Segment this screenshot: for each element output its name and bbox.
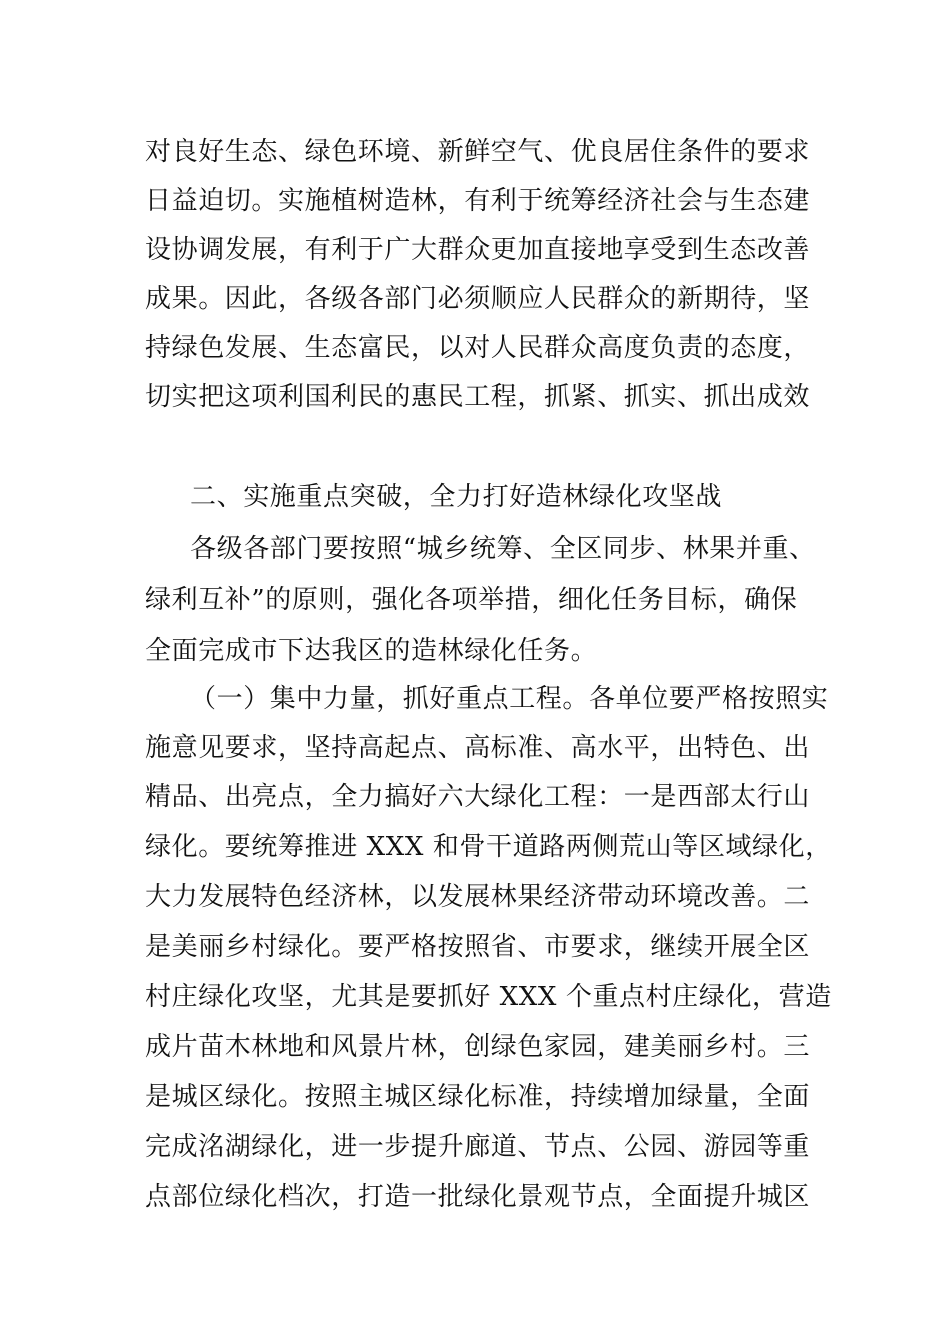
paragraph-line: 点部位绿化档次，打造一批绿化景观节点，全面提升城区 <box>145 1182 811 1212</box>
paragraph-line: 精品、出亮点，全力搞好六大绿化工程：一是西部太行山 <box>145 782 811 812</box>
paragraph-line: 设协调发展，有利于广大群众更加直接地享受到生态改善 <box>145 235 811 265</box>
paragraph-line: 成果。因此，各级各部门必须顺应人民群众的新期待，坚 <box>145 284 811 314</box>
paragraph-line: 施意见要求，坚持高起点、高标准、高水平，出特色、出 <box>145 733 811 763</box>
section-heading: 二、实施重点突破，全力打好造林绿化攻坚战 <box>190 482 723 512</box>
paragraph-line: 大力发展特色经济林，以发展林果经济带动环境改善。二 <box>145 882 811 912</box>
paragraph-line: 村庄绿化攻坚，尤其是要抓好 XXX 个重点村庄绿化，营造 <box>145 982 832 1012</box>
paragraph-line: 各级各部门要按照“城乡统筹、全区同步、林果并重、 <box>190 534 816 564</box>
paragraph-line: 绿利互补”的原则，强化各项举措，细化任务目标，确保 <box>145 585 798 615</box>
paragraph-line: 全面完成市下达我区的造林绿化任务。 <box>145 636 598 666</box>
paragraph-line: 绿化。要统筹推进 XXX 和骨干道路两侧荒山等区域绿化， <box>145 832 832 862</box>
paragraph-line: 持绿色发展、生态富民，以对人民群众高度负责的态度， <box>145 333 811 363</box>
paragraph-line: 对良好生态、绿色环境、新鲜空气、优良居住条件的要求 <box>145 137 811 167</box>
paragraph-line: 日益迫切。实施植树造林，有利于统筹经济社会与生态建 <box>145 186 811 216</box>
paragraph-line: 完成洺湖绿化，进一步提升廊道、节点、公园、游园等重 <box>145 1132 811 1162</box>
paragraph-line: 成片苗木林地和风景片林，创绿色家园，建美丽乡村。三 <box>145 1032 811 1062</box>
paragraph-line: 是美丽乡村绿化。要严格按照省、市要求，继续开展全区 <box>145 932 811 962</box>
paragraph-line: 切实把这项利国利民的惠民工程，抓紧、抓实、抓出成效 <box>145 382 811 412</box>
paragraph-line: （一）集中力量，抓好重点工程。各单位要严格按照实 <box>190 684 829 714</box>
paragraph-line: 是城区绿化。按照主城区绿化标准，持续增加绿量，全面 <box>145 1082 811 1112</box>
